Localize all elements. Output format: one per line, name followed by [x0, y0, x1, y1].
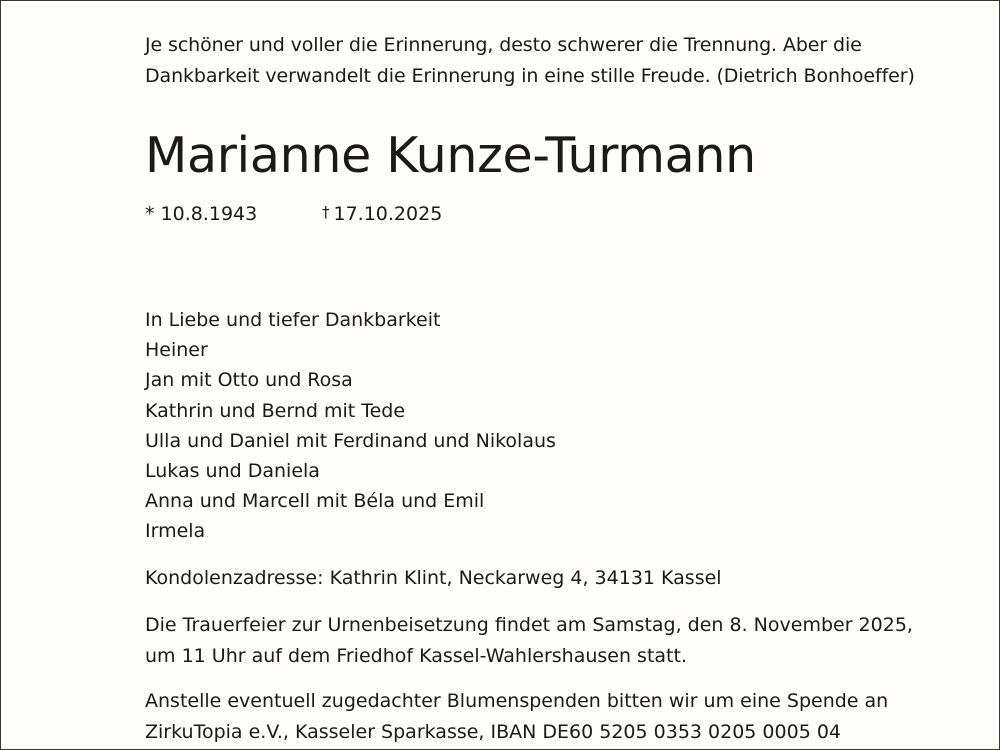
mourners-list	[145, 305, 556, 547]
mourner-item: Anna und Marcell mit Béla und Emil	[145, 490, 485, 513]
life-dates	[145, 201, 443, 227]
service-line-2: um 11 Uhr auf dem Friedhof Kassel-Wahlershausen statt.	[145, 645, 687, 667]
epigraph-quote	[145, 30, 985, 92]
mourner-item: Kathrin und Bernd mit Tede	[145, 399, 406, 422]
donation-request	[145, 686, 888, 748]
death-date-group	[322, 201, 442, 228]
donation-line-1: Anstelle eventuell zugedachter Blumenspenden bitten wir um eine Spende an	[145, 690, 889, 712]
mourner-item: Heiner	[145, 339, 208, 362]
quote-line-1: Je schöner und voller die Erinnerung, desto schwerer die Trennung. Aber die	[145, 34, 862, 56]
cross-icon: †	[322, 203, 330, 221]
mourner-item: Ulla und Daniel mit Ferdinand und Nikolaus	[145, 429, 556, 452]
condolence-address: Kondolenzadresse: Kathrin Klint, Neckarweg 4, 34131 Kassel	[145, 567, 722, 589]
mourner-item: Jan mit Otto und Rosa	[145, 369, 353, 392]
service-line-1: Die Trauerfeier zur Urnenbeisetzung findet am Samstag, den 8. November 2025,	[145, 614, 913, 636]
deceased-name: Marianne Kunze-Turmann	[145, 127, 756, 184]
mourners-intro: In Liebe und tiefer Dankbarkeit	[145, 309, 441, 331]
quote-line-2: Dankbarkeit verwandelt die Erinnerung in eine stille Freude. (Dietrich Bonhoeffer)	[145, 65, 915, 87]
death-date: 17.10.2025	[333, 203, 443, 225]
obituary-notice	[145, 30, 985, 743]
funeral-service-info	[145, 610, 913, 672]
mourner-item: Lukas und Daniela	[145, 460, 320, 483]
mourner-item: Irmela	[145, 520, 206, 543]
birth-date: * 10.8.1943	[145, 203, 258, 225]
donation-line-2: ZirkuTopia e.V., Kasseler Sparkasse, IBAN DE60 5205 0353 0205 0005 04	[145, 721, 842, 743]
